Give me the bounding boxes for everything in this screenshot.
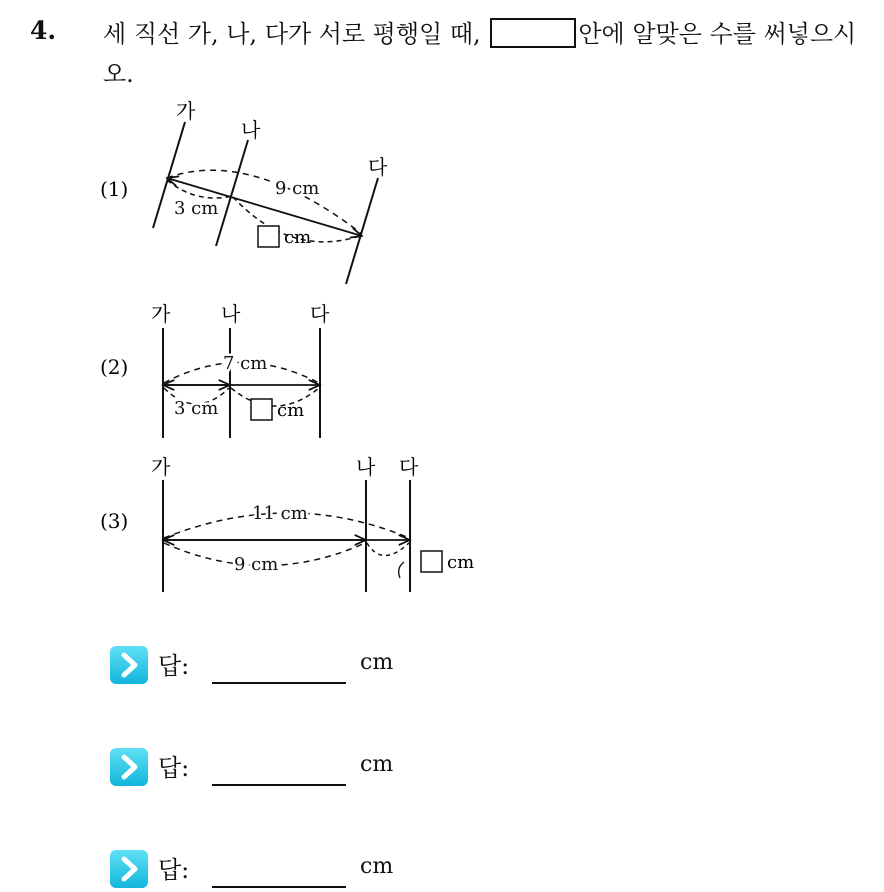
figure-3-total-length: 11 cm <box>252 503 308 524</box>
figure-2-label: (2) <box>100 355 129 379</box>
figure-1-line-label-da: 다 <box>368 155 388 179</box>
figure-2-unknown-unit: cm <box>277 400 305 421</box>
answer-label: 답: <box>158 652 190 680</box>
chevron-right-icon <box>110 646 148 684</box>
figure-1-line-label-na: 나 <box>241 118 261 142</box>
chevron-right-icon <box>110 748 148 786</box>
figure-2-line-label-ga: 가 <box>151 302 171 326</box>
figure-1 <box>100 99 388 284</box>
figure-2-unknown-box <box>251 399 272 420</box>
figure-2-total-length: 7 cm <box>223 353 268 374</box>
figure-3-brace-second <box>367 543 409 556</box>
figure-3-line-label-ga: 가 <box>151 455 171 479</box>
figure-3-unknown-box <box>421 551 442 572</box>
figure-1-line-na <box>216 140 248 246</box>
figure-1-first-length: 3 cm <box>174 198 219 219</box>
answer-blank-1[interactable] <box>212 682 346 684</box>
answer-label: 답: <box>158 856 190 884</box>
figure-1-unknown-box <box>258 226 279 247</box>
figure-2-brace-second <box>231 388 319 406</box>
answer-unit: cm <box>360 650 394 675</box>
question-text-after: 안에 알맞은 수를 써넣으시오. <box>103 20 857 88</box>
figure-2-line-label-na: 나 <box>221 302 241 326</box>
answer-unit: cm <box>360 854 394 879</box>
figure-2-line-label-da: 다 <box>310 302 330 326</box>
figure-3-first-length: 9 cm <box>234 554 279 575</box>
figure-1-unknown-unit: cm <box>284 227 312 248</box>
figure-3-pointer <box>399 562 404 578</box>
figure-3-label: (3) <box>100 509 129 533</box>
answer-blank-3[interactable] <box>212 886 346 888</box>
question-number: 4. <box>30 16 57 45</box>
figure-1-line-label-ga: 가 <box>176 99 196 123</box>
figure-1-line-da <box>346 178 378 284</box>
figure-2-first-length: 3 cm <box>174 398 219 419</box>
question-text-before: 세 직선 가, 나, 다가 서로 평행일 때, <box>103 20 481 48</box>
answer-label: 답: <box>158 754 190 782</box>
figure-3 <box>100 455 474 592</box>
figure-3-line-label-da: 다 <box>399 455 419 479</box>
answer-unit: cm <box>360 752 394 777</box>
figure-3-unknown-unit: cm <box>447 552 475 573</box>
figure-1-total-length: 9 cm <box>275 178 320 199</box>
answer-blank-2[interactable] <box>212 784 346 786</box>
figure-2 <box>100 302 330 438</box>
figure-1-label: (1) <box>100 177 129 201</box>
figure-3-line-label-na: 나 <box>356 455 376 479</box>
chevron-right-icon <box>110 850 148 888</box>
